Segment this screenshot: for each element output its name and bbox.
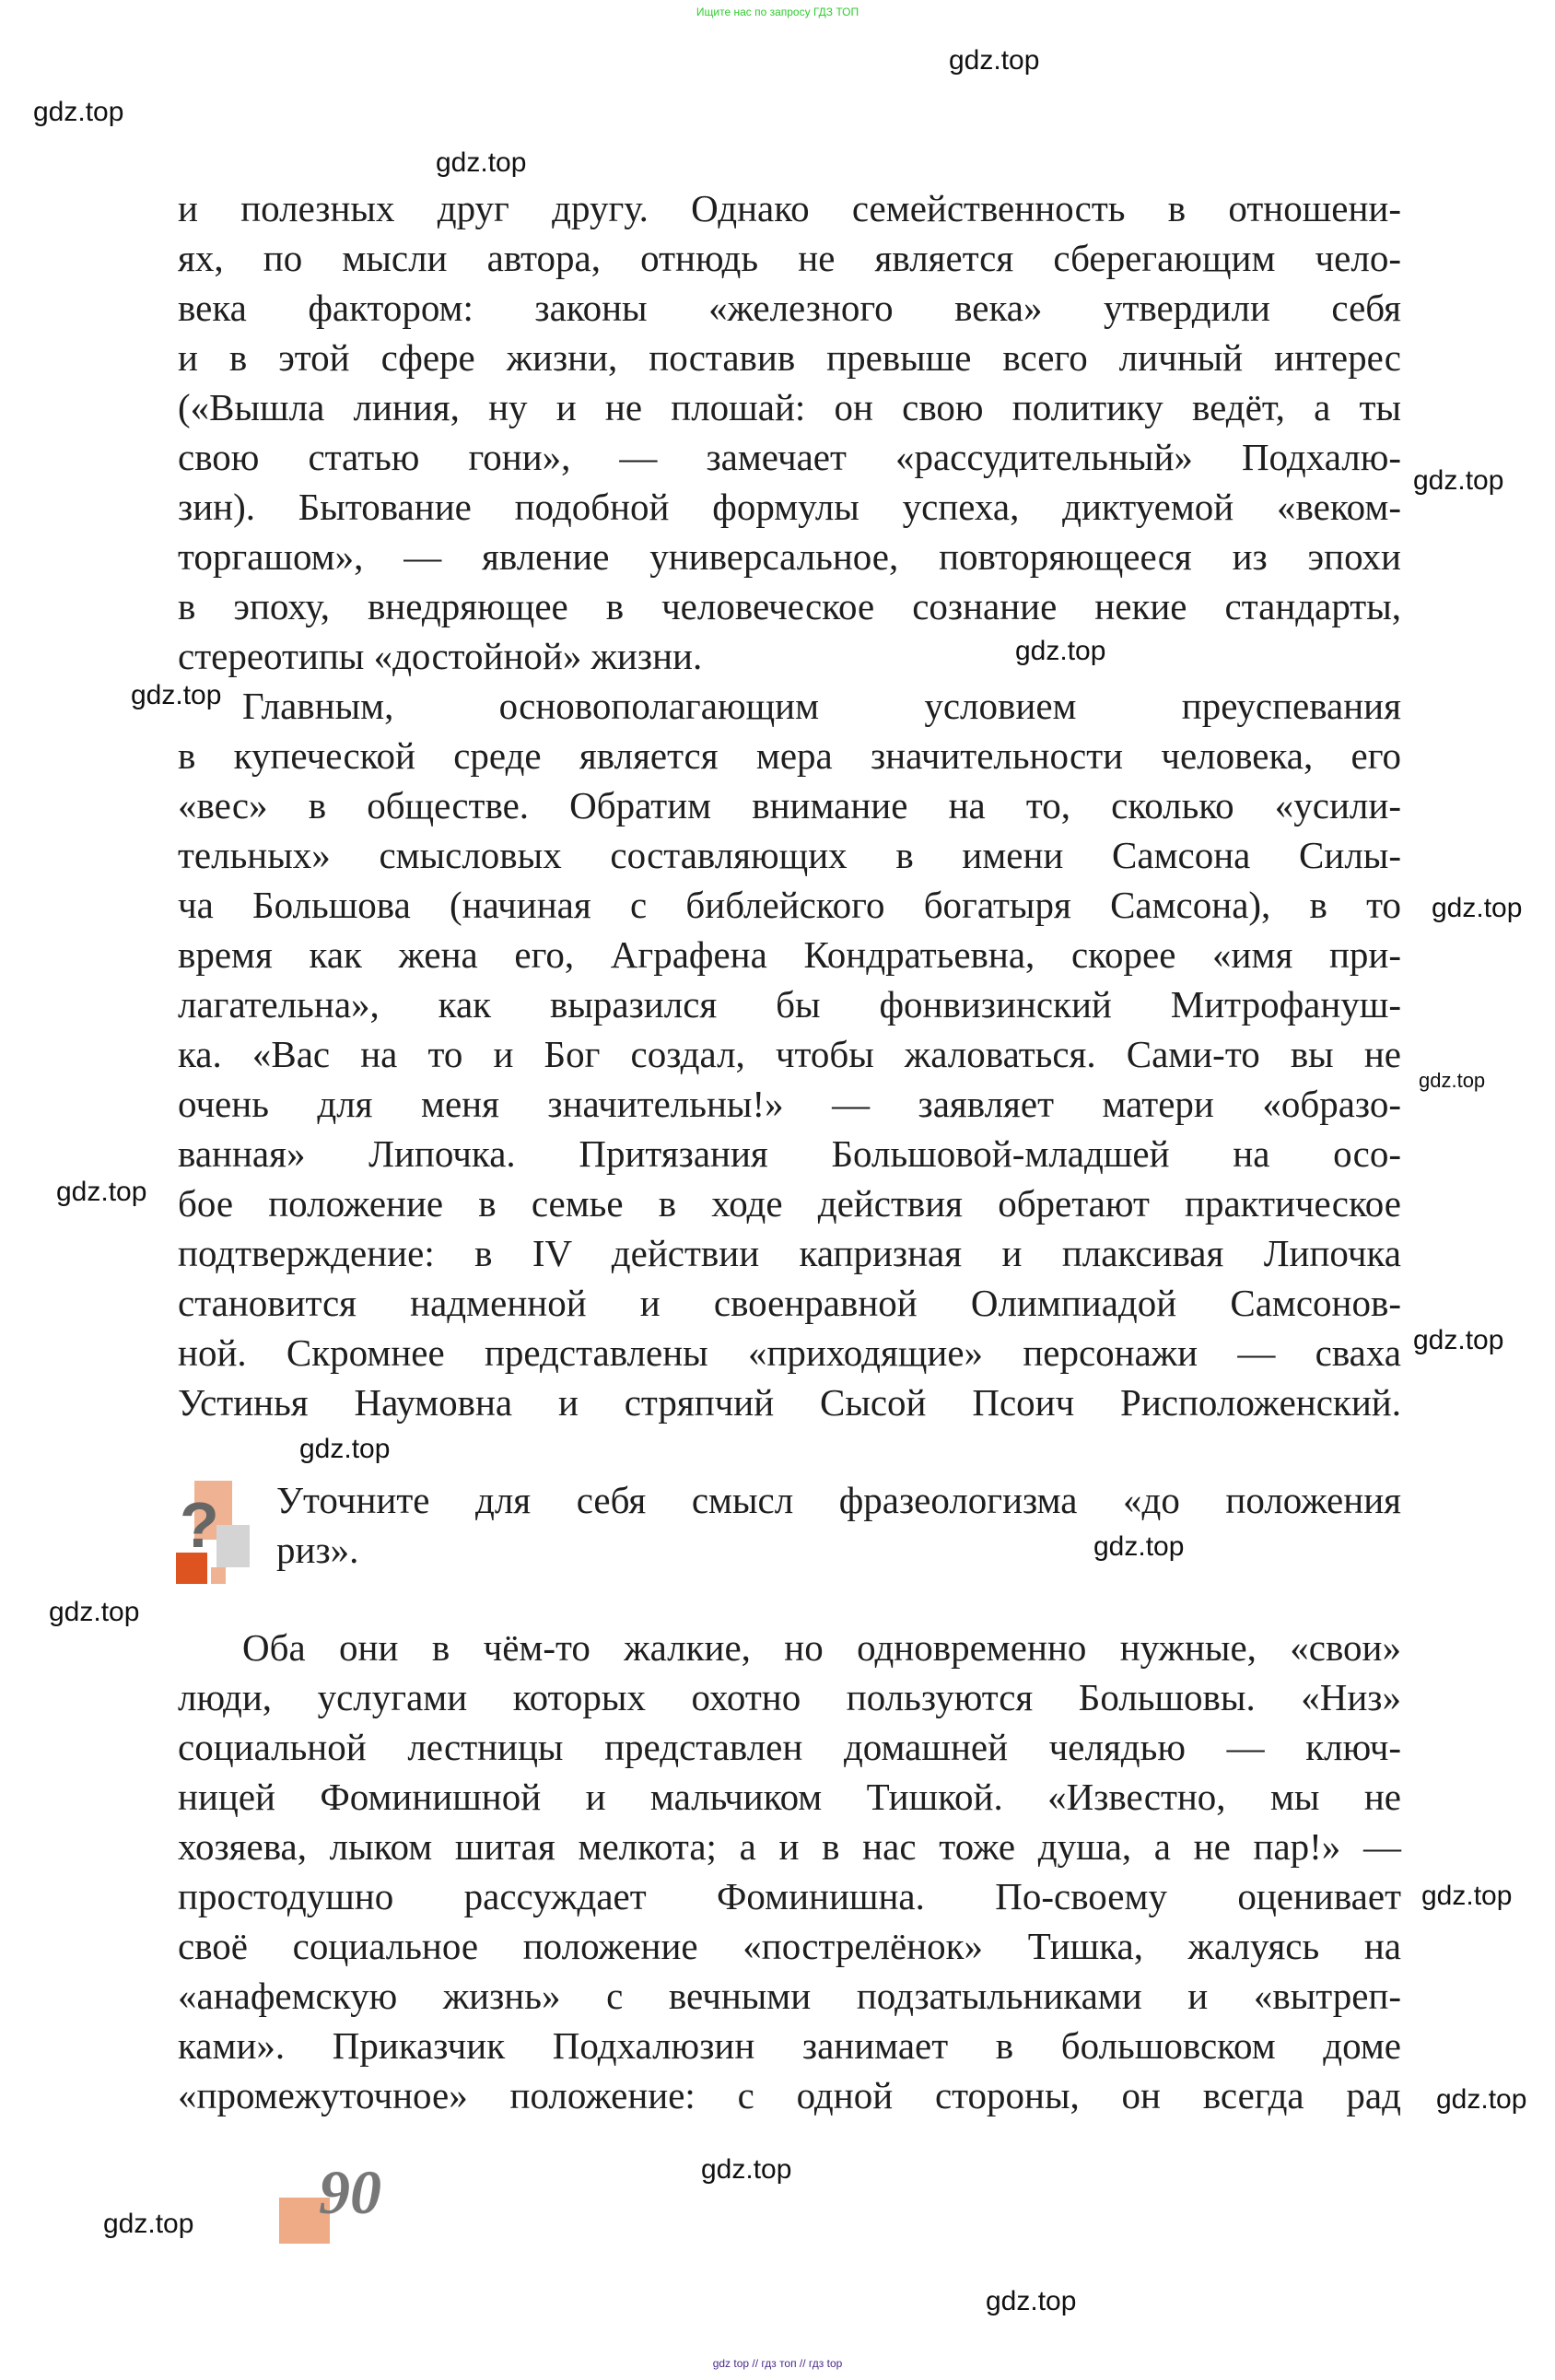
text-line: зин). Бытование подобной формулы успеха, диктуемой «веком- (178, 486, 1401, 528)
text-line: социальной лестницы представлен домашней челядью — ключ- (178, 1726, 1401, 1768)
watermark: gdz.top (949, 45, 1040, 76)
text-line: «анафемскую жизнь» с вечными подзатыльниками и «вытреп- (178, 1975, 1401, 2017)
text-line: («Вышла линия, ну и не плошай: он свою политику ведёт, а ты (178, 386, 1401, 428)
text-line: «промежуточное» положение: с одной стороны, он всегда рад (178, 2074, 1401, 2116)
watermark: gdz.top (1413, 1325, 1504, 1355)
watermark: gdz.top (1432, 893, 1523, 923)
watermark: gdz.top (1413, 465, 1504, 496)
text-line: в эпоху, внедряющее в человеческое сознание некие стандарты, (178, 585, 1401, 627)
text-line: Главным, основополагающим условием преуспевания (242, 685, 1401, 727)
text-line: и в этой сфере жизни, поставив превыше всего личный интерес (178, 336, 1401, 379)
text-line: и полезных друг другу. Однако семейственность в отношени- (178, 187, 1401, 229)
text-line: люди, услугами которых охотно пользуются Большовы. «Низ» (178, 1676, 1401, 1718)
text-line: бое положение в семье в ходе действия обретают практическое (178, 1182, 1401, 1225)
text-line: очень для меня значительны!» — заявляет матери «образо- (178, 1083, 1401, 1125)
search-banner: Ищите нас по запросу ГДЗ ТОП (696, 6, 859, 18)
text-line: свою статью гони», — замечает «рассудительный» Подхалю- (178, 436, 1401, 478)
watermark: gdz.top (131, 680, 222, 710)
watermark: gdz.top (701, 2154, 792, 2185)
text-line: «вес» в обществе. Обратим внимание на то, сколько «усили- (178, 784, 1401, 827)
text-line: Оба они в чём-то жалкие, но одновременно нужные, «свои» (242, 1626, 1401, 1669)
text-line: время как жена его, Аграфена Кондратьевна, скорее «имя при- (178, 933, 1401, 976)
page-number: 90 (319, 2157, 381, 2227)
watermark: gdz.top (1093, 1531, 1185, 1562)
text-line: торгашом», — явление универсальное, повторяющееся из эпохи (178, 535, 1401, 578)
text-line: века фактором: законы «железного века» утвердили себя (178, 287, 1401, 329)
watermark: gdz.top (49, 1597, 140, 1627)
text-line: ка. «Вас на то и Бог создал, чтобы жаловаться. Сами-то вы не (178, 1033, 1401, 1075)
text-line: ной. Скромнее представлены «приходящие» персонажи — сваха (178, 1331, 1401, 1374)
watermark: gdz.top (436, 147, 527, 178)
watermark: gdz.top (103, 2209, 194, 2239)
text-line: в купеческой среде является мера значительности человека, его (178, 734, 1401, 777)
watermark: gdz.top (1421, 1881, 1513, 1911)
text-line: простодушно рассуждает Фоминишна. По-своему оценивает (178, 1875, 1401, 1917)
text-line: ча Большова (начиная с библейского богатыря Самсона), в то (178, 884, 1401, 926)
text-line: ками». Приказчик Подхалюзин занимает в большовском доме (178, 2024, 1401, 2067)
watermark: gdz.top (33, 97, 124, 127)
watermark: gdz.top (1419, 1069, 1486, 1092)
watermark: gdz.top (986, 2286, 1077, 2316)
footer-links: gdz top // гдз топ // гдз top (712, 2357, 843, 2370)
text-line: ванная» Липочка. Притязания Большовой-младшей на осо- (178, 1132, 1401, 1175)
text-line: ницей Фоминишной и мальчиком Тишкой. «Известно, мы не (178, 1776, 1401, 1818)
text-line: своё социальное положение «пострелёнок» Тишка, жалуясь на (178, 1925, 1401, 1967)
watermark: gdz.top (1015, 636, 1106, 666)
text-line: лагательна», как выразился бы фонвизинский Митрофануш- (178, 983, 1401, 1026)
watermark: gdz.top (1436, 2084, 1527, 2115)
text-line: хозяева, лыком шитая мелкота; а и в нас тоже душа, а не пар!» — (178, 1825, 1401, 1868)
question-text (276, 1475, 1401, 1575)
text-line: подтверждение: в IV действии капризная и плаксивая Липочка (178, 1232, 1401, 1274)
text-line: становится надменной и своенравной Олимпиадой Самсонов- (178, 1282, 1401, 1324)
text-line: тельных» смысловых составляющих в имени Самсона Силы- (178, 834, 1401, 876)
watermark: gdz.top (56, 1177, 147, 1207)
text-line: Уточните для себя смысл фразеологизма «до положения (276, 1479, 1401, 1521)
text-line: ях, по мысли автора, отнюдь не является сберегающим чело- (178, 237, 1401, 279)
text-line: риз». (276, 1529, 359, 1571)
watermark: gdz.top (299, 1434, 391, 1464)
text-line: стереотипы «достойной» жизни. (178, 635, 703, 677)
text-line: Устинья Наумовна и стряпчий Сысой Псоич Рисположенский. (178, 1381, 1401, 1424)
main-text (178, 183, 1401, 1427)
paragraph-3 (178, 1623, 1401, 2120)
question-icon: ? (176, 1481, 259, 1584)
